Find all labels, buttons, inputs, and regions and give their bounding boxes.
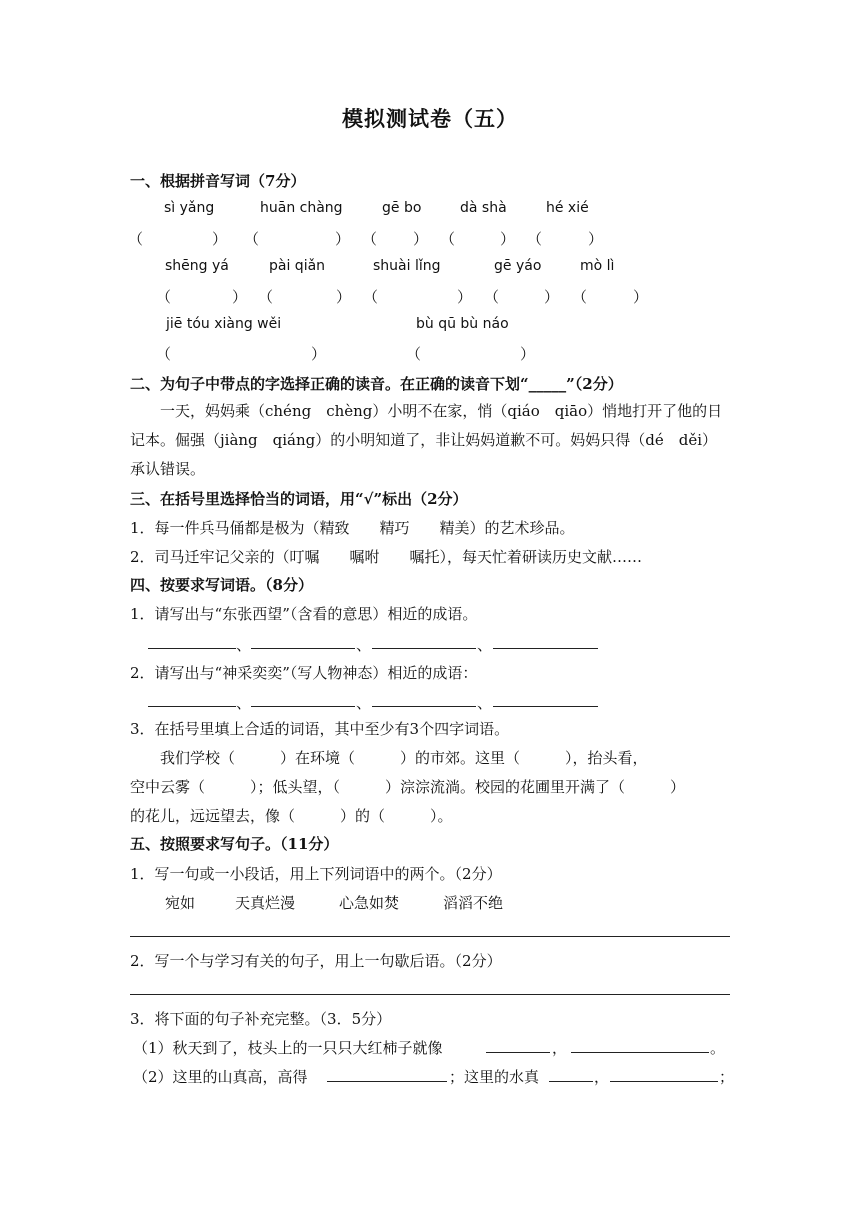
semicolon: ； xyxy=(719,1068,735,1086)
section-4-q3: 3．在括号里填上合适的词语，其中至少有3个四字词语。 xyxy=(130,720,510,738)
answer-line[interactable] xyxy=(493,706,598,707)
pinyin-2-5: mò lì xyxy=(580,258,615,274)
section-5-q1: 1．写一句或一小段话，用上下列词语中的两个。（2分） xyxy=(130,865,502,883)
section-4-heading: 四、按要求写词语。（8分） xyxy=(130,576,313,594)
answer-box-open: （ xyxy=(156,288,172,306)
page-title: 模拟测试卷（五） xyxy=(342,106,518,131)
section-5-q3: 3．将下面的句子补充完整。（3．5分） xyxy=(130,1010,392,1028)
section-5-heading: 五、按照要求写句子。（11分） xyxy=(130,835,339,853)
pinyin-1-3: gē bo xyxy=(382,200,422,216)
pinyin-1-4: dà shà xyxy=(460,200,507,216)
pinyin-1-1: sì yǎng xyxy=(164,200,215,216)
answer-line[interactable] xyxy=(251,706,355,707)
section-5-q2: 2．写一个与学习有关的句子，用上一句歇后语。（2分） xyxy=(130,952,502,970)
section-4-q3-line-3: 的花儿，远远望去，像（ ）的（ ）。 xyxy=(130,807,453,825)
separator: 、 xyxy=(356,694,372,712)
answer-line[interactable] xyxy=(251,648,355,649)
section-2-paragraph: 一天，妈妈乘（chéng chèng）小明不在家，悄（qiáo qiāo）悄地打开了他的日记本。倔强（jiàng qiáng）的小明知道了，非让妈妈道歉不可。妈妈只得（dé děi）承认错误。 xyxy=(130,402,723,478)
separator: 、 xyxy=(236,694,252,712)
answer-box-close: ） xyxy=(633,288,649,306)
answer-line[interactable] xyxy=(327,1081,447,1082)
answer-box-close: ） xyxy=(457,288,473,306)
answer-box-open: （ xyxy=(406,345,422,363)
answer-box-close: ） xyxy=(212,230,228,248)
answer-line[interactable] xyxy=(372,648,476,649)
pinyin-3-2: bù qū bù náo xyxy=(416,316,509,332)
comma: ， xyxy=(594,1068,610,1086)
section-5-q3-1-prefix: （1）秋天到了，枝头上的一只只大红柿子就像 xyxy=(133,1039,443,1057)
section-5-q3-2-mid: ；这里的水真 xyxy=(449,1068,540,1086)
answer-line[interactable] xyxy=(148,648,236,649)
answer-box-close: ） xyxy=(520,345,536,363)
section-1-heading: 一、根据拼音写词（7分） xyxy=(130,172,306,190)
separator: 、 xyxy=(477,694,493,712)
answer-line[interactable] xyxy=(130,994,730,995)
answer-box-open: （ xyxy=(258,288,274,306)
answer-line[interactable] xyxy=(130,936,730,937)
answer-line[interactable] xyxy=(493,648,598,649)
separator: 、 xyxy=(356,636,372,654)
section-2-heading: 二、为句子中带点的字选择正确的读音。在正确的读音下划“_____”（2分） xyxy=(130,375,623,393)
answer-line[interactable] xyxy=(610,1081,718,1082)
answer-box-open: （ xyxy=(572,288,588,306)
pinyin-2-1: shēng yá xyxy=(165,258,229,274)
period: 。 xyxy=(710,1039,726,1057)
word-option-2: 天真烂漫 xyxy=(235,894,296,912)
answer-line[interactable] xyxy=(549,1081,593,1082)
separator: 、 xyxy=(477,636,493,654)
word-option-1: 宛如 xyxy=(165,894,196,912)
answer-box-close: ） xyxy=(335,230,351,248)
answer-box-close: ） xyxy=(311,345,327,363)
pinyin-1-2: huān chàng xyxy=(260,200,343,216)
word-option-4: 滔滔不绝 xyxy=(443,894,504,912)
answer-box-open: （ xyxy=(484,288,500,306)
pinyin-2-2: pài qiǎn xyxy=(269,258,326,274)
pinyin-2-3: shuài lǐng xyxy=(373,258,441,274)
section-3-item-1: 1．每一件兵马俑都是极为（精致 精巧 精美）的艺术珍品。 xyxy=(130,519,575,537)
answer-box-open: （ xyxy=(440,230,456,248)
section-4-q2: 2．请写出与“神采奕奕”（写人物神态）相近的成语： xyxy=(130,664,478,682)
answer-line[interactable] xyxy=(148,706,236,707)
answer-box-open: （ xyxy=(128,230,144,248)
answer-box-close: ） xyxy=(588,230,604,248)
answer-box-open: （ xyxy=(244,230,260,248)
pinyin-3-1: jiē tóu xiàng wěi xyxy=(166,316,282,332)
answer-box-open: （ xyxy=(156,345,172,363)
section-4-q3-line-1: 我们学校（ ）在环境（ ）的市郊。这里（ ），抬头看， xyxy=(160,749,648,767)
answer-box-close: ） xyxy=(544,288,560,306)
answer-box-open: （ xyxy=(362,230,378,248)
section-4-q3-line-2: 空中云雾（ ）；低头望，（ ）淙淙流淌。校园的花圃里开满了（ ） xyxy=(130,778,686,796)
answer-box-open: （ xyxy=(527,230,543,248)
section-3-heading: 三、在括号里选择恰当的词语，用“√”标出（2分） xyxy=(130,490,468,508)
section-5-q3-2-prefix: （2）这里的山真高，高得 xyxy=(133,1068,308,1086)
answer-line[interactable] xyxy=(372,706,476,707)
answer-line[interactable] xyxy=(571,1052,709,1053)
answer-box-open: （ xyxy=(363,288,379,306)
section-4-q1: 1．请写出与“东张西望”（含看的意思）相近的成语。 xyxy=(130,605,478,623)
answer-box-close: ） xyxy=(413,230,429,248)
pinyin-2-4: gē yáo xyxy=(494,258,542,274)
comma: ， xyxy=(552,1039,568,1057)
answer-box-close: ） xyxy=(500,230,516,248)
separator: 、 xyxy=(236,636,252,654)
answer-box-close: ） xyxy=(336,288,352,306)
answer-box-close: ） xyxy=(232,288,248,306)
section-3-item-2: 2．司马迁牢记父亲的（叮嘱 嘱咐 嘱托），每天忙着研读历史文献…… xyxy=(130,548,643,566)
word-option-3: 心急如焚 xyxy=(339,894,400,912)
answer-line[interactable] xyxy=(486,1052,550,1053)
pinyin-1-5: hé xié xyxy=(546,200,589,216)
